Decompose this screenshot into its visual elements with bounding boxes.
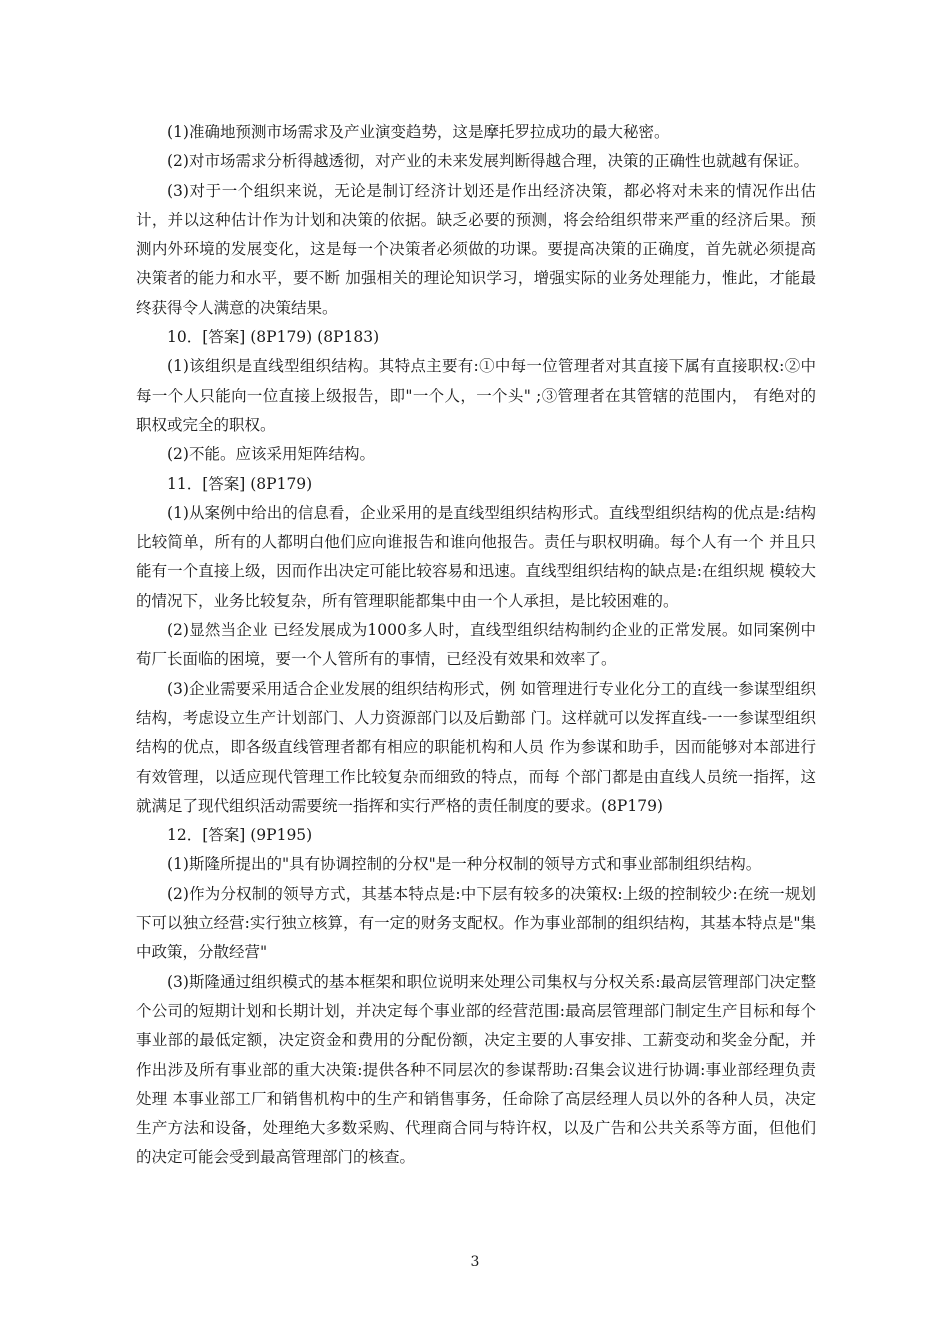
answer-heading: 12．[答案] (9P195) [167, 826, 313, 845]
paragraph: (3)对于一个组织来说，无论是制订经济计划还是作出经济决策，都必将对未来的情况作出估计，并以这种估计作为计划和决策的依据。缺乏必要的预测，将会给组织带来严重的经济后果。预测内外环境的发展变化，这是每一个决策者必须做的功课。要提高决策的正确度，首先就必须提高决策者的能力和水平，要不断 加强相关的理论知识学习，增强实际的业务处理能力，惟此，才能最终获得令人满意的决策结果。 [136, 181, 816, 317]
document-body [136, 118, 816, 1173]
paragraph: (1)从案例中给出的信息看，企业采用的是直线型组织结构形式。直线型组织结构的优点是:结构比较简单，所有的人都明白他们应向谁报告和谁向他报告。责任与职权明确。每个人有一个 并且只能有一个直接上级，因而作出决定可能比较容易和迅速。直线型组织结构的缺点是:在组织规 模较大的情况下，业务比较复杂，所有管理职能都集中由一个人承担，是比较困难的。 [136, 503, 816, 610]
paragraph: (1)该组织是直线型组织结构。其特点主要有:①中每一位管理者对其直接下属有直接职权:②中每一个人只能向一位直接上级报告，即"一个人，一个头" ;③管理者在其管辖的范围内， 有绝对的职权或完全的职权。 [136, 357, 816, 434]
paragraph: (1)准确地预测市场需求及产业演变趋势，这是摩托罗拉成功的最大秘密。 [167, 123, 670, 141]
page-number: 3 [470, 1254, 480, 1270]
paragraph: (3)企业需要采用适合企业发展的组织结构形式，例 如管理进行专业化分工的直线一参谋型组织结构，考虑设立生产计划部门、人力资源部门以及后勤部 门。这样就可以发挥直线-一一参谋型组织结构的优点，即各级直线管理者都有相应的职能机构和人员 作为参谋和助手，因而能够对本部进行有效管理，以适应现代管理工作比较复杂而细致的特点，而每 个部门都是由直线人员统一指挥，这就满足了现代组织活动需要统一指挥和实行严格的责任制度的要求。(8P179) [136, 679, 816, 815]
paragraph: (3)斯隆通过组织模式的基本框架和职位说明来处理公司集权与分权关系:最高层管理部门决定整个公司的短期计划和长期计划，并决定每个事业部的经营范围:最高层管理部门制定生产目标和每个事业部的最低定额，决定资金和费用的分配份额，决定主要的人事安排、工薪变动和奖金分配，并作出涉及所有事业部的重大决策:提供各种不同层次的参谋帮助:召集会议进行协调:事业部经理负责处理 本事业部工厂和销售机构中的生产和销售事务，任命除了高层经理人员以外的各种人员，决定生产方法和设备，处理绝大多数采购、代理商合同与特许权，以及广告和公共关系等方面，但他们的决定可能会受到最高管理部门的核查。 [136, 972, 816, 1167]
answer-heading: 10．[答案] (8P179) (8P183) [167, 328, 380, 347]
paragraph: (1)斯隆所提出的"具有协调控制的分权"是一种分权制的领导方式和事业部制组织结构。 [167, 855, 762, 874]
answer-heading: 11．[答案] (8P179) [167, 474, 313, 493]
paragraph: (2)不能。应该采用矩阵结构。 [167, 445, 375, 464]
paragraph: (2)作为分权制的领导方式，其基本特点是:中下层有较多的决策权:上级的控制较少:在统一规划下可以独立经营:实行独立核算，有一定的财务支配权。作为事业部制的组织结构，其基本特点是"集中政策，分散经营" [136, 884, 816, 962]
paragraph: (2)对市场需求分析得越透彻，对产业的未来发展判断得越合理，决策的正确性也就越有保证。 [167, 152, 809, 171]
paragraph: (2)显然当企业 已经发展成为1000多人时，直线型组织结构制约企业的正常发展。如同案例中荀厂长面临的困境，要一个人管所有的事情，已经没有效果和效率了。 [136, 621, 816, 669]
